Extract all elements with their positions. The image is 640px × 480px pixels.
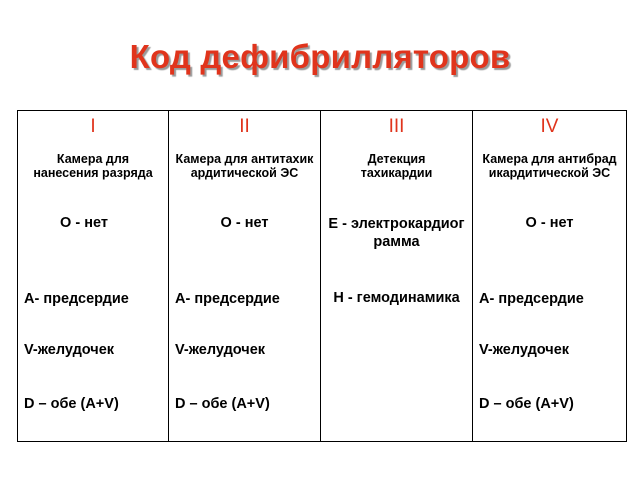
- slide-title: Код дефибрилляторов: [129, 38, 511, 75]
- column-1-heading: Камера для нанесения разряда: [33, 152, 153, 180]
- column-1-item-3: V-желудочек: [24, 342, 115, 358]
- column-4-heading: Камера для антибрадикардитической ЭС: [482, 152, 617, 180]
- column-1-numeral: I: [90, 116, 96, 137]
- column-3-numeral: III: [388, 116, 405, 137]
- column-1: [18, 111, 169, 442]
- column-4-numeral: IV: [540, 116, 559, 137]
- column-4-item-3: V-желудочек: [479, 342, 570, 358]
- column-2-numeral: II: [239, 116, 250, 137]
- column-2-item-3: V-желудочек: [175, 342, 266, 358]
- column-4-item-1: O - нет: [525, 215, 574, 231]
- column-4-item-4: D – обе (A+V): [479, 396, 574, 412]
- column-2-heading: Камера для антитахикардитической ЭС: [175, 152, 314, 180]
- column-2-item-4: D – обе (A+V): [175, 396, 270, 412]
- defibrillator-code-table: [17, 110, 627, 442]
- column-3-item-2: H - гемодинамика: [333, 290, 460, 306]
- column-2: [169, 111, 321, 442]
- table-row: [18, 111, 627, 442]
- column-3-heading: Детекция тахикардии: [360, 152, 433, 180]
- column-3-item-1: E - электрокардиограмма: [328, 216, 465, 250]
- column-4-item-2: A- предсердие: [479, 291, 584, 307]
- column-2-item-1: O - нет: [220, 215, 269, 231]
- column-2-item-2: A- предсердие: [175, 291, 280, 307]
- column-3: [321, 111, 473, 442]
- column-4: [473, 111, 627, 442]
- column-1-item-4: D – обе (A+V): [24, 396, 119, 412]
- column-1-item-2: A- предсердие: [24, 291, 129, 307]
- column-1-item-1: O - нет: [60, 215, 108, 231]
